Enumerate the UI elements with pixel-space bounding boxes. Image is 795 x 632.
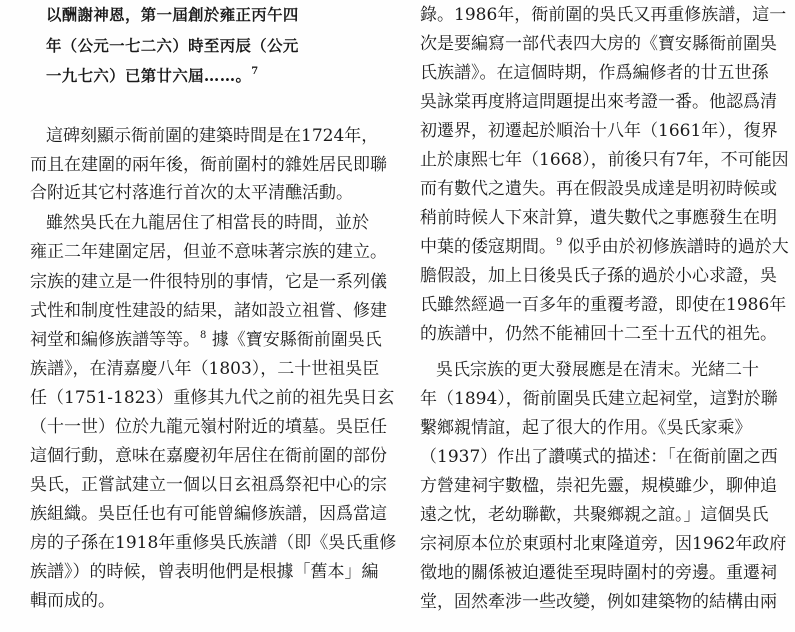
text-line: 年（1894），衙前圍吳氏建立起祠堂，這對於聯 [420,389,778,409]
quote-line: 一九七六）已第廿六屆……。$^7$ [46,66,259,85]
text-line: （十一世）位於九龍元嶺村附近的墳墓。吳臣任 [30,417,387,437]
text-line: 祠堂和編修族譜等等。$^8$ 據《寶安縣衙前圍吳氏 [30,330,382,350]
text-line: 氏族譜》。在這個時期，作爲編修者的廿五世孫 [420,63,769,83]
text-line: 吳詠棠再度將這問題提出來考證一番。他認爲清 [420,92,777,112]
text-line: 而有數代之遺失。再在假設吳成達是明初時候或 [420,179,777,199]
text-line: 合附近其它村落進行首次的太平清醮活動。 [30,183,353,203]
text-line: 止於康熙七年（1668），前後只有7年，不可能因 [420,150,789,170]
footnote-ref: 7 [251,66,259,77]
text-line: 族組織。吳臣任也有可能曾編修族譜，因爲當這 [30,504,387,524]
text-line: 式性和制度性建設的結果，諸如設立祖嘗、修建 [30,301,387,321]
text-line: 吳氏宗族的更大發展應是在清末。光緒二十 [436,360,759,380]
text-line: 堂，固然牽涉一些改變，例如建築物的結構由兩 [420,592,777,612]
text-line: 的族譜中，仍然不能補回十二至十五代的祖先。 [420,324,777,344]
text-line: 稍前時候人下來計算，遺失數代之事應發生在明 [420,208,777,228]
text-line: 輯而成的。 [30,591,115,611]
text-line: 錄。1986年，衙前圍的吳氏又再重修族譜，這一 [420,5,787,25]
text-line: 遠之忱，老幼聯歡，共聚鄉親之誼。」這個吳氏 [420,505,769,525]
text-line: 雖然吳氏在九龍居住了相當長的時間，並於 [46,213,369,233]
text-line: 繫鄉親情誼，起了很大的作用。《吳氏家乘》 [420,418,752,438]
text-line: （1937）作出了讚嘆式的描述：「在衙前圍之西 [420,447,778,467]
quote-line: 年（公元一七二六）時至丙辰（公元 [46,37,299,55]
footnote-ref: 9 [556,237,563,248]
text-line: 膽假設，加上日後吳氏子孫的過於小心求證，吳 [420,266,777,286]
text-line: 這個行動，意味在嘉慶初年居住在衙前圍的部份 [30,446,387,466]
text-line: 這碑刻顯示衙前圍的建築時間是在1724年， [46,126,379,146]
text-line: 吳氏，正嘗試建立一個以日玄祖爲祭祀中心的宗 [30,475,387,495]
text-line: 次是要編寫一部代表四大房的《寶安縣衙前圍吳 [420,34,777,54]
text-line: 徵地的關係被迫遷徙至現時圍村的旁邊。重遷祠 [420,563,777,583]
text-line: 族譜》，在清嘉慶八年（1803），二十世祖吳臣 [30,359,380,379]
text-line: 任（1751-1823）重修其九代之前的祖先吳日玄 [30,388,395,408]
text-line: 氏雖然經過一百多年的重覆考證，即使在1986年 [420,295,787,315]
text-line: 房的子孫在1918年重修吳氏族譜（即《吳氏重修 [30,533,397,553]
text-line: 雍正二年建圍定居，但並不意味著宗族的建立。 [30,242,387,262]
footnote-ref: 8 [200,330,207,341]
text-line: 宗族的建立是一件很特別的事情，它是一系列儀 [30,272,387,292]
text-line: 而且在建圍的兩年後，衙前圍村的雜姓居民即聯 [30,155,387,175]
text-line: 方營建祠宇數楹，崇祀先靈，規模雖少，聊伸追 [420,476,777,496]
quote-line: 以酬謝神恩，第一屆創於雍正丙午四 [46,6,299,24]
text-line: 族譜》）的時候，曾表明他們是根據「舊本」編 [30,562,379,582]
text-line: 宗祠原本位於東頭村北東隆道旁，因1962年政府 [420,534,787,554]
text-line: 初遷界，初遷起於順治十八年（1661年），復界 [420,121,778,141]
text-line: 中葉的倭寇期間。$^9$ 似乎由於初修族譜時的過於大 [420,237,789,257]
